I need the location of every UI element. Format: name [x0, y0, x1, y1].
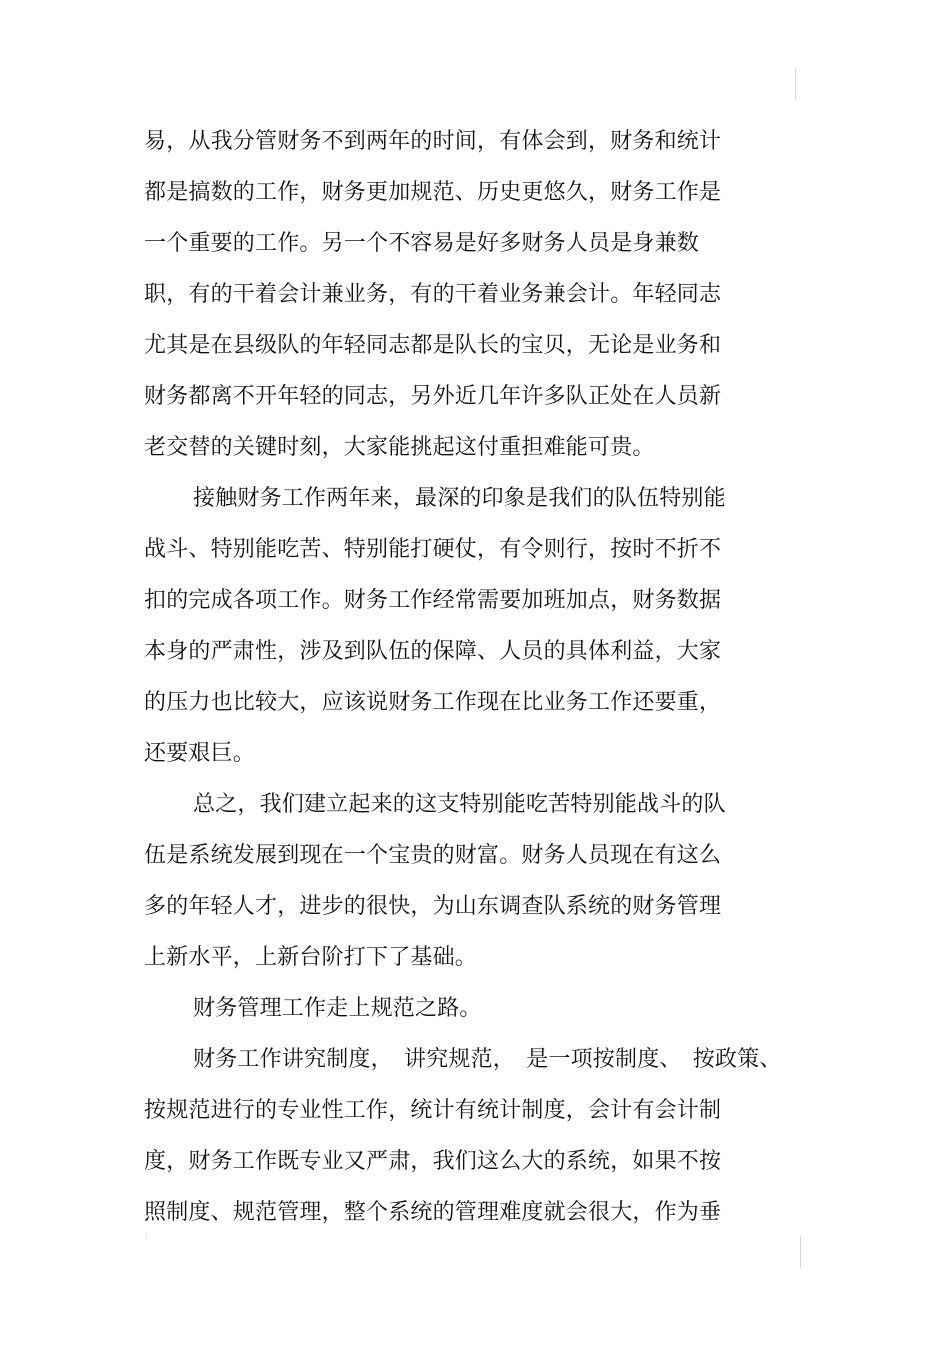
text-line: 伍是系统发展到现在一个宝贵的财富。财务人员现在有这么 — [144, 843, 722, 868]
text-line: 扣的完成各项工作。财务工作经常需要加班加点，财务数据 — [144, 588, 722, 613]
text-line: 还要艰巨。 — [144, 741, 256, 766]
text-line: 上新水平，上新台阶打下了基础。 — [144, 945, 478, 970]
text-line: 一个重要的工作。另一个不容易是好多财务人员是身兼数 — [144, 231, 700, 256]
text-line: 度，财务工作既专业又严肃，我们这么大的系统，如果不按 — [144, 1149, 722, 1174]
text-line: 战斗、特别能吃苦、特别能打硬仗，有令则行，按时不折不 — [144, 537, 722, 562]
text-line: 多的年轻人才，进步的很快，为山东调查队系统的财务管理 — [144, 894, 722, 919]
page-margin-mark — [795, 68, 796, 100]
text-line: 的压力也比较大，应该说财务工作现在比业务工作还要重， — [144, 690, 722, 715]
text-line: 财务都离不开年轻的同志，另外近几年许多队正处在人员新 — [144, 384, 722, 409]
text-line: 本身的严肃性，涉及到队伍的保障、人员的具体利益，大家 — [144, 639, 722, 664]
text-line: 职，有的干着会计兼业务，有的干着业务兼会计。年轻同志 — [144, 282, 722, 307]
text-line: 财务工作讲究制度， 讲究规范， 是一项按制度、 按政策、 — [193, 1047, 782, 1072]
text-line: 总之，我们建立起来的这支特别能吃苦特别能战斗的队 — [193, 792, 726, 817]
text-line: 老交替的关键时刻，大家能挑起这付重担难能可贵。 — [144, 435, 655, 460]
text-line: 都是搞数的工作，财务更加规范、历史更悠久，财务工作是 — [144, 180, 722, 205]
text-line: 易，从我分管财务不到两年的时间，有体会到，财务和统计 — [144, 129, 722, 154]
text-line: 接触财务工作两年来，最深的印象是我们的队伍特别能 — [193, 486, 726, 511]
text-line: 财务管理工作走上规范之路。 — [193, 996, 482, 1021]
text-line: 尤其是在县级队的年轻同志都是队长的宝贝，无论是业务和 — [144, 333, 722, 358]
text-line: 照制度、规范管理，整个系统的管理难度就会很大，作为垂 — [144, 1200, 722, 1225]
body-text — [144, 116, 804, 1238]
page-margin-mark — [800, 1236, 801, 1268]
text-line: 按规范进行的专业性工作，统计有统计制度，会计有会计制 — [144, 1098, 722, 1123]
